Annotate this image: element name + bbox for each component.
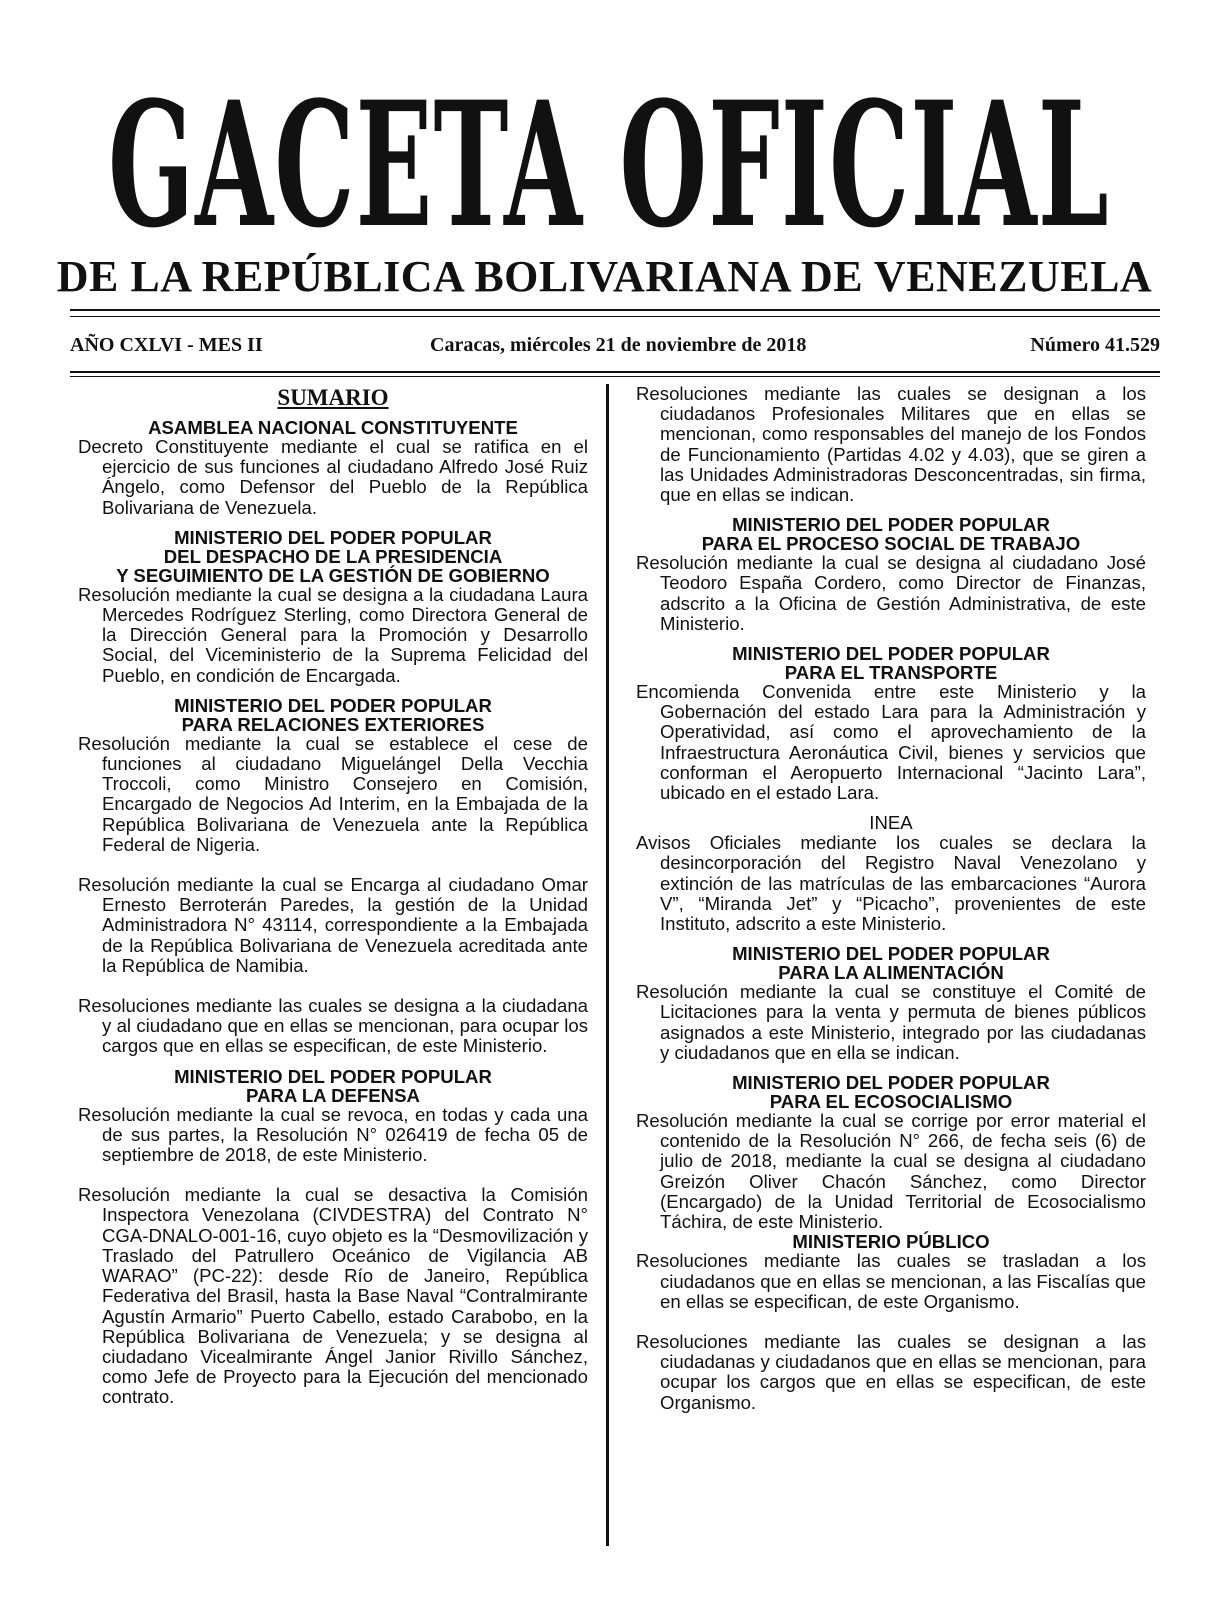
summary-entry: Resolución mediante la cual se constituye el Comité de Licitaciones para la venta y permuta de bienes públicos asignados a este Ministerio, integrado por las ciudadanas y ciudadanos que en ella se indican. xyxy=(636,981,1146,1063)
summary-entry: Resolución mediante la cual se establece el cese de funciones al ciudadano Miguelángel Della Vecchia Troccoli, como Ministro Consejero en Comisión, Encargado de Negocios Ad Interim, en la Embajada de la República Bolivariana de Venezuela ante la República Federal de Nigeria. xyxy=(78,732,588,855)
section-heading: MINISTERIO DEL PODER POPULAR xyxy=(174,694,492,716)
column-divider xyxy=(606,384,609,1546)
subsection-heading: INEA xyxy=(869,812,913,834)
section-heading: MINISTERIO DEL PODER POPULAR xyxy=(732,643,1050,665)
top-rule-thick xyxy=(70,309,1160,311)
issue-year-month: AÑO CXLVI - MES II xyxy=(70,334,263,356)
summary-entry: Resoluciones mediante las cuales se designan a las ciudadanas y ciudadanos que en ellas se mencionan, para ocupar los cargos que en ellas se especifican, de este Organismo. xyxy=(636,1330,1146,1413)
summary-entry: Resolución mediante la cual se corrige por error material el contenido de la Resolución N° 266, de fecha seis (6) de julio de 2018, mediante la cual se designa al ciudadano Greizón Oliver Chacón Sánchez, como Director (Encargado) de la Unidad Territorial de Ecosocialismo Táchira, de este Ministerio. xyxy=(636,1110,1146,1233)
summary-entry: Resoluciones mediante las cuales se designan a los ciudadanos Profesionales Militares que en ellas se mencionan, como responsables del manejo de los Fondos de Funcionamiento (Partidas 4.02 y 4.03), que se giren a las Unidades Administradoras Desconcentradas, sin firma, que en ellas se indican. xyxy=(636,383,1146,506)
summary-entry: Resolución mediante la cual se Encarga al ciudadano Omar Ernesto Berroterán Paredes, la gestión de la Unidad Administradora N° 43114, correspondiente a la Embajada de la República Bolivariana de Venezuela acreditada ante la República de Namibia. xyxy=(78,874,588,976)
section-heading: PARA EL TRANSPORTE xyxy=(784,662,998,684)
section-heading: DEL DESPACHO DE LA PRESIDENCIA xyxy=(163,545,503,567)
sumario-title: SUMARIO xyxy=(277,385,389,410)
issue-info-bar xyxy=(70,330,1160,360)
section-heading: MINISTERIO DEL PODER POPULAR xyxy=(174,526,492,548)
top-rule-thin xyxy=(70,316,1160,317)
section-heading: MINISTERIO DEL PODER POPULAR xyxy=(174,1065,492,1087)
masthead-subtitle: DE LA REPÚBLICA BOLIVARIANA DE VENEZUELA xyxy=(56,252,1153,301)
summary-entry: Decreto Constituyente mediante el cual se ratifica en el ejercicio de sus funciones al ciudadano Alfredo José Ruiz Ángelo, como Defensor del Pueblo de la República Bolivariana de Venezuela. xyxy=(78,436,588,518)
section-heading: ASAMBLEA NACIONAL CONSTITUYENTE xyxy=(148,417,518,438)
section-heading: MINISTERIO DEL PODER POPULAR xyxy=(732,1072,1050,1094)
section-heading: MINISTERIO DEL PODER POPULAR xyxy=(732,943,1050,965)
issue-number: Número 41.529 xyxy=(1030,334,1160,356)
left-column xyxy=(78,384,588,1408)
bottom-rule-thin xyxy=(70,376,1160,377)
section-heading: MINISTERIO DEL PODER POPULAR xyxy=(732,514,1050,536)
section-heading: PARA EL ECOSOCIALISMO xyxy=(769,1091,1013,1113)
summary-entry: Resoluciones mediante las cuales se trasladan a los ciudadanos que en ellas se mencionan, a las Fiscalías que en ellas se especifican, de este Organismo. xyxy=(636,1250,1146,1312)
right-column xyxy=(636,384,1146,1413)
summary-entry: Resoluciones mediante las cuales se designa a la ciudadana y al ciudadano que en ellas se mencionan, para ocupar los cargos que en ellas se especifican, de este Ministerio. xyxy=(78,995,588,1057)
section-heading: PARA LA ALIMENTACIÓN xyxy=(778,962,1004,984)
summary-entry: Resolución mediante la cual se desactiva la Comisión Inspectora Venezolana (CIVDESTRA) del Contrato N° CGA-DNALO-001-16, cuyo objeto es la “Desmovilización y Traslado del Patrullero Oceánico de Vigilancia AB WARAO” (PC-22): desde Río de Janeiro, República Federativa del Brasil, hasta la Base Naval “Contralmirante Agustín Armario” Puerto Cabello, estado Carabobo, en la República Bolivariana de Venezuela; y se designa al ciudadano Vicealmirante Ángel Janior Rivillo Sánchez, como Jefe de Proyecto para la Ejecución del mencionado contrato. xyxy=(78,1184,588,1408)
summary-entry: Encomienda Convenida entre este Ministerio y la Gobernación del estado Lara para la Administración y Operatividad, así como el aprovechamiento de la Infraestructura Aeronáutica Civil, bienes y servicios que conforman el Aeropuerto Internacional “Jacinto Lara”, ubicado en el estado Lara. xyxy=(636,681,1146,804)
summary-entry: Resolución mediante la cual se designa a la ciudadana Laura Mercedes Rodríguez Sterling, como Directora General de la Dirección General para la Promoción y Desarrollo Social, del Viceministerio de la Suprema Felicidad del Pueblo, en condición de Encargada. xyxy=(78,583,588,686)
masthead-title: GACETA OFICIAL xyxy=(108,63,1110,266)
issue-date: Caracas, miércoles 21 de noviembre de 2018 xyxy=(430,334,807,356)
section-heading: MINISTERIO PÚBLICO xyxy=(792,1231,990,1253)
section-heading: Y SEGUIMIENTO DE LA GESTIÓN DE GOBIERNO xyxy=(116,564,550,586)
summary-entry: Resolución mediante la cual se revoca, en todas y cada una de sus partes, la Resolución N° 026419 de fecha 05 de septiembre de 2018, de este Ministerio. xyxy=(78,1103,588,1166)
summary-entry: Resolución mediante la cual se designa al ciudadano José Teodoro España Cordero, como Director de Finanzas, adscrito a la Oficina de Gestión Administrativa, de este Ministerio. xyxy=(636,552,1146,634)
summary-entry: Avisos Oficiales mediante los cuales se declara la desincorporación del Registro Naval Venezolano y extinción de las matrículas de las embarcaciones “Aurora V”, “Miranda Jet” y “Picacho”, provenientes de este Instituto, adscrito a este Ministerio. xyxy=(636,832,1146,935)
bottom-rule-thick xyxy=(70,371,1160,373)
section-heading: PARA EL PROCESO SOCIAL DE TRABAJO xyxy=(701,533,1081,555)
section-heading: PARA LA DEFENSA xyxy=(246,1084,420,1106)
section-heading: PARA RELACIONES EXTERIORES xyxy=(181,713,485,735)
